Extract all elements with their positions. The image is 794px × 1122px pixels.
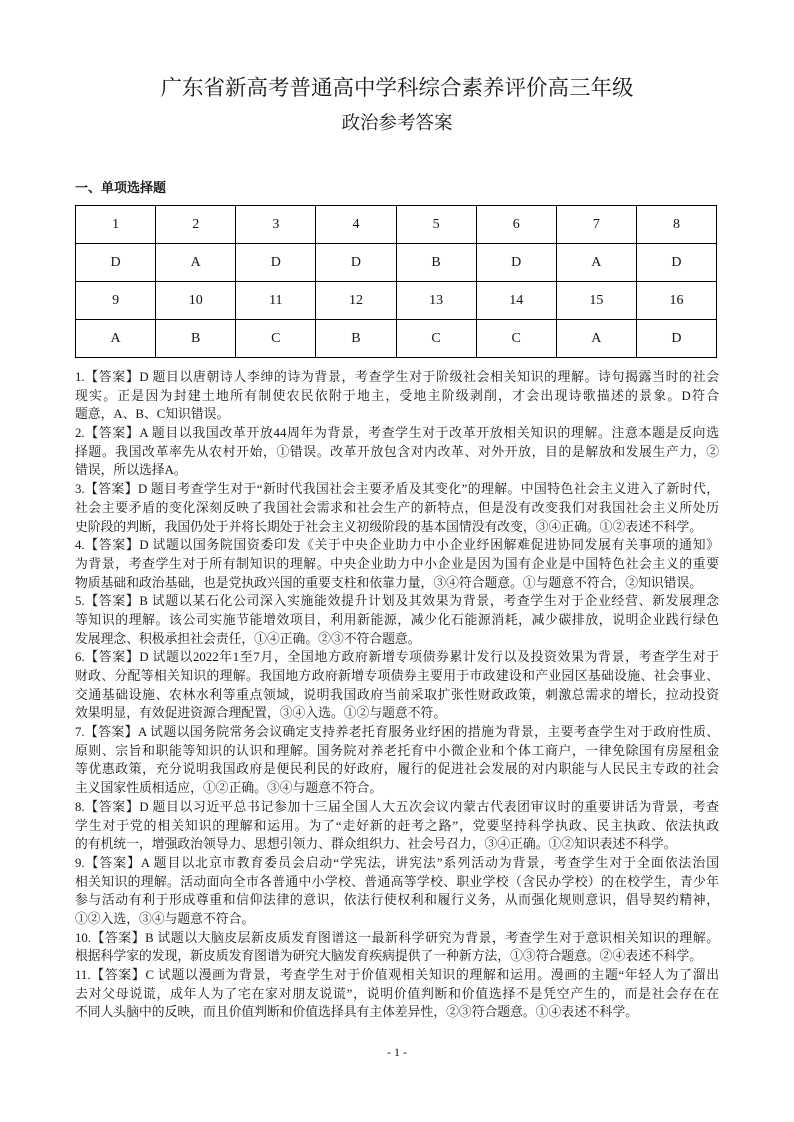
page-number: - 1 - [387, 1045, 407, 1059]
question-number-cell: 5 [396, 206, 476, 244]
explanation-line: 史阶段的判断，我国仍处于并将长期处于社会主义初级阶段的基本国情没有改变，③④正确。①②表述不科学。 [75, 519, 703, 534]
explanation-line: 为背景，考查学生对于所有制知识的理解。中央企业助力中小企业是因为国有企业是中国特色社会主义的重要 [75, 556, 719, 571]
explanation-line: 3.【答案】D 题目考查学生对于“新时代我国社会主要矛盾及其变化”的理解。中国特色社会主义进入了新时代， [75, 482, 719, 497]
answer-cell: B [316, 320, 396, 358]
answer-cell: D [636, 320, 716, 358]
explanation-line: 1.【答案】D 题目以唐朝诗人李绅的诗为背景，考查学生对于阶级社会相关知识的理解。诗句揭露当时的社会 [75, 370, 719, 384]
answer-cell: D [636, 244, 716, 282]
answer-cell: A [76, 320, 156, 358]
explanation-line: 的有机统一，增强政治领导力、思想引领力、群众组织力、社会号召力，③④正确。①②知识表述不科学。 [75, 837, 677, 852]
explanation-item-10 [75, 929, 719, 966]
answer-cell: B [396, 244, 476, 282]
explanation-item-11 [75, 966, 719, 1022]
explanation-line: 11.【答案】C 试题以漫画为背景，考查学生对于价值观相关知识的理解和运用。漫画的主题“年轻人为了溜出 [75, 968, 719, 982]
answer-cell: A [556, 244, 636, 282]
explanation-item-9 [75, 854, 719, 929]
question-number-cell: 3 [236, 206, 316, 244]
question-number-cell: 8 [636, 206, 716, 244]
table-row-answers [76, 244, 717, 282]
table-row-question-numbers [76, 206, 717, 244]
explanation-line: 参与活动有利于形成尊重和信仰法律的意识，依法行使权利和履行义务，从而强化规则意识，倡导契约精神， [75, 893, 719, 908]
explanation-line: 7.【答案】A 试题以国务院常务会议确定支持养老托育服务业纾困的措施为背景，主要考查学生对于政府性质、 [75, 725, 719, 740]
explanation-item-4 [75, 536, 719, 592]
explanation-line: 学生对于党的相关知识的理解和运用。为了“走好新的赶考之路”，党要坚持科学执政、民主执政、依法执政 [75, 818, 719, 833]
explanation-line: 不同人头脑中的反映，而且价值判断和价值选择具有主体差异性，②③符合题意。①④表述不科学。 [75, 1005, 639, 1020]
answer-cell: C [396, 320, 476, 358]
explanation-line: 择题。我国改革率先从农村开始，①错误。改革开放包含对内改革、对外开放，目的是解放和发展生产力，② [75, 444, 719, 459]
explanation-item-2 [75, 424, 719, 480]
question-number-cell: 12 [316, 282, 396, 320]
explanation-line: 物质基础和政治基础，也是党执政兴国的重要支柱和依靠力量，③④符合题意。①与题意不符合，②知识错误。 [75, 575, 703, 590]
table-row-question-numbers [76, 282, 717, 320]
explanation-line: 8.【答案】D 题目以习近平总书记参加十三届全国人大五次会议内蒙古代表团审议时的重要讲话为背景，考查 [75, 799, 719, 814]
explanation-line: ①②入选，③④与题意不符合。 [75, 911, 255, 926]
explanation-line: 现实。正是因为封建土地所有制使农民依附于地主，受地主阶级剥削，才会出现诗歌描述的景象。D符合 [75, 388, 719, 403]
question-number-cell: 13 [396, 282, 476, 320]
explanation-item-7 [75, 723, 719, 798]
answer-cell: A [156, 244, 236, 282]
explanation-line: 9.【答案】A 题目以北京市教育委员会启动“学宪法，讲宪法”系列活动为背景，考查学生对于全面依法治国 [75, 855, 719, 870]
question-number-cell: 15 [556, 282, 636, 320]
explanation-line: 等知识的理解。该公司实施节能增效项目，利用新能源，减少化石能源消耗，减少碳排放，说明企业践行绿色 [75, 612, 719, 627]
explanation-item-1 [75, 368, 719, 424]
explanation-line: 去对父母说谎，成年人为了宅在家对朋友说谎”，说明价值判断和价值选择不是凭空产生的，而是社会存在在 [75, 986, 719, 1001]
table-row-answers [76, 320, 717, 358]
section-heading: 一、单项选择题 [75, 180, 167, 195]
question-number-cell: 4 [316, 206, 396, 244]
answer-cell: D [236, 244, 316, 282]
question-number-cell: 11 [236, 282, 316, 320]
answer-table [75, 205, 717, 358]
question-number-cell: 14 [476, 282, 556, 320]
explanation-line: 5.【答案】B 试题以某石化公司深入实施能效提升计划及其效果为背景，考查学生对于企业经营、新发展理念 [75, 594, 719, 609]
explanation-line: 效果明显，有效促进资源合理配置，③④入选。①②与题意不符。 [75, 706, 447, 721]
explanation-line: 交通基础设施、农林水利等重点领域，说明我国政府当前采取扩张性财政政策，刺激总需求的增长，拉动投资 [75, 687, 719, 702]
explanation-line: 社会主要矛盾的变化深刻反映了我国社会需求和社会生产的新特点，但是没有改变我们对我国社会主义所处历 [75, 500, 719, 515]
explanation-line: 等优惠政策，充分说明我国政府是便民利民的好政府，履行的促进社会发展的对内职能与人民民主专政的社会 [75, 762, 719, 777]
explanation-item-5 [75, 592, 719, 648]
answer-cell: C [476, 320, 556, 358]
answer-cell: B [156, 320, 236, 358]
document-subtitle: 政治参考答案 [341, 114, 453, 134]
answer-cell: D [76, 244, 156, 282]
explanation-line: 根据科学家的发现，新皮质发育图谱为研究大脑发育疾病提供了一种新方法，①③符合题意。②④表述不科学。 [75, 949, 703, 964]
explanation-line: 财政、分配等相关知识的理解。我国地方政府新增专项债券主要用于市政建设和产业园区基础设施、社会事业、 [75, 669, 719, 683]
answer-cell: D [316, 244, 396, 282]
question-number-cell: 9 [76, 282, 156, 320]
explanation-line: 2.【答案】A 题目以我国改革开放44周年为背景，考查学生对于改革开放相关知识的理解。注意本题是反向选 [75, 426, 719, 441]
explanation-item-6 [75, 648, 719, 723]
explanation-item-8 [75, 798, 719, 854]
explanation-line: 6.【答案】D 试题以2022年1至7月，全国地方政府新增专项债券累计发行以及投资效果为背景，考查学生对于 [75, 650, 719, 665]
answer-cell: D [476, 244, 556, 282]
explanation-line: 相关知识的理解。活动面向全市各普通中小学校、普通高等学校、职业学校（含民办学校）的在校学生，青少年 [75, 874, 719, 889]
explanation-line: 发展理念、积极承担社会责任，①④正确。②③不符合题意。 [75, 631, 421, 646]
explanation-line: 错误，所以选择A。 [75, 463, 187, 478]
explanation-line: 4.【答案】D 试题以国务院国资委印发《关于中央企业助力中小企业纾困解难促进协同发展有关事项的通知》 [75, 538, 719, 553]
explanation-line: 原则、宗旨和职能等知识的认识和理解。国务院对养老托育中小微企业和个体工商户，一律免除国有房屋租金 [75, 743, 719, 758]
explanation-line: 题意，A、B、C知识错误。 [75, 407, 230, 422]
question-number-cell: 1 [76, 206, 156, 244]
document-title: 广东省新高考普通高中学科综合素养评价高三年级 [160, 76, 634, 100]
explanation-line: 主义国家性质相适应，①②正确。③④与题意不符合。 [75, 781, 383, 796]
answer-cell: A [556, 320, 636, 358]
question-number-cell: 10 [156, 282, 236, 320]
question-number-cell: 16 [636, 282, 716, 320]
explanation-line: 10.【答案】B 试题以大脑皮层新皮质发育图谱这一最新科学研究为背景，考查学生对于意识相关知识的理解。 [75, 930, 719, 945]
question-number-cell: 2 [156, 206, 236, 244]
question-number-cell: 6 [476, 206, 556, 244]
explanation-item-3 [75, 480, 719, 536]
question-number-cell: 7 [556, 206, 636, 244]
answer-cell: C [236, 320, 316, 358]
answer-explanations [75, 368, 719, 1022]
